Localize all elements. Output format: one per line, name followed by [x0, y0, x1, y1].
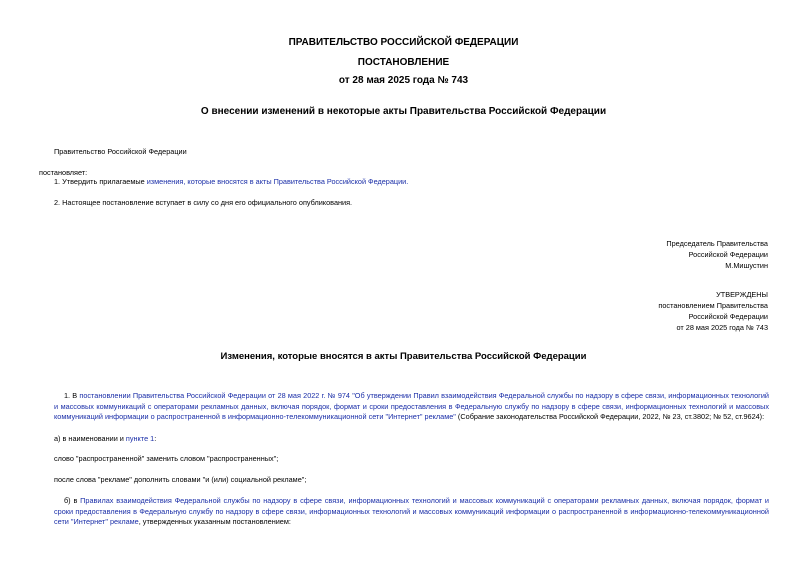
signature-position-1: Председатель Правительства: [666, 239, 768, 248]
changes-a-suffix: :: [154, 434, 157, 443]
signature-name: М.Мишустин: [725, 261, 768, 270]
approved-line-2: постановлением Правительства: [658, 301, 768, 310]
word-replace: слово "распространенной" заменить словом "распространенных";: [54, 454, 279, 463]
changes-item-a: [54, 434, 156, 444]
approved-line-1: УТВЕРЖДЕНЫ: [716, 290, 768, 299]
government-heading: ПРАВИТЕЛЬСТВО РОССИЙСКОЙ ФЕДЕРАЦИИ: [288, 37, 519, 48]
changes-b-link[interactable]: Правилах взаимодействия Федеральной службы по надзору в сфере связи, информационных технологий и массовых коммуникаций с операторами рекламных данных, включая порядок, формат и сроки предоставления в Федеральную службу по надзору в сфере связи, информационных технологий и массовых коммуникаций информации о распространенной в информационно-телекоммуникационной сети "Интернет" рекламе: [54, 496, 769, 526]
changes-item-b: [54, 496, 769, 528]
document-type: ПОСТАНОВЛЕНИЕ: [357, 57, 450, 68]
changes-b-prefix: б) в: [64, 496, 81, 505]
approved-line-3: Российской Федерации: [688, 312, 768, 321]
changes-p1-link[interactable]: постановлении Правительства Российской Федерации от 28 мая 2022 г. № 974 "Об утверждении Правил взаимодействия Федеральной службы по надзору в сфере связи, информационных технологий и массовых коммуникаций с операторами рекламных данных, включая порядок, формат и сроки предоставления в Федеральную службу по надзору в сфере связи, информационных технологий и массовых коммуникаций информации о распространенной в информационно-телекоммуникационной сети "Интернет" рекламе": [54, 391, 769, 421]
signature-block: [666, 238, 768, 271]
after-word: после слова "рекламе" дополнить словами "и (или) социальной рекламе";: [54, 475, 307, 484]
changes-b-suffix: , утвержденных указанным постановлением:: [138, 517, 291, 526]
item-1: [54, 177, 408, 187]
changes-a-prefix: а) в наименовании и: [54, 434, 126, 443]
changes-a-link[interactable]: пункте 1: [125, 434, 155, 443]
signature-position-2: Российской Федерации: [688, 250, 768, 259]
document-date-number: от 28 мая 2025 года № 743: [338, 75, 469, 86]
item-2: 2. Настоящее постановление вступает в силу со дня его официального опубликования.: [54, 198, 353, 207]
changes-p1-suffix: (Собрание законодательства Российской Федерации, 2022, № 23, ст.3802; № 52, ст.9624):: [455, 412, 765, 421]
changes-paragraph-1: [54, 391, 769, 423]
changes-title: Изменения, которые вносятся в акты Правительства Российской Федерации: [220, 351, 587, 362]
decides: постановляет:: [39, 168, 88, 177]
item-1-link[interactable]: изменения, которые вносятся в акты Правительства Российской Федерации.: [146, 177, 409, 186]
approved-line-4: от 28 мая 2025 года № 743: [676, 323, 768, 332]
issuer: Правительство Российской Федерации: [54, 147, 187, 156]
changes-p1-prefix: 1. В: [64, 391, 80, 400]
item-1-prefix: 1. Утвердить прилагаемые: [54, 177, 147, 186]
document-title: О внесении изменений в некоторые акты Правительства Российской Федерации: [200, 106, 607, 117]
approved-block: [658, 289, 768, 333]
